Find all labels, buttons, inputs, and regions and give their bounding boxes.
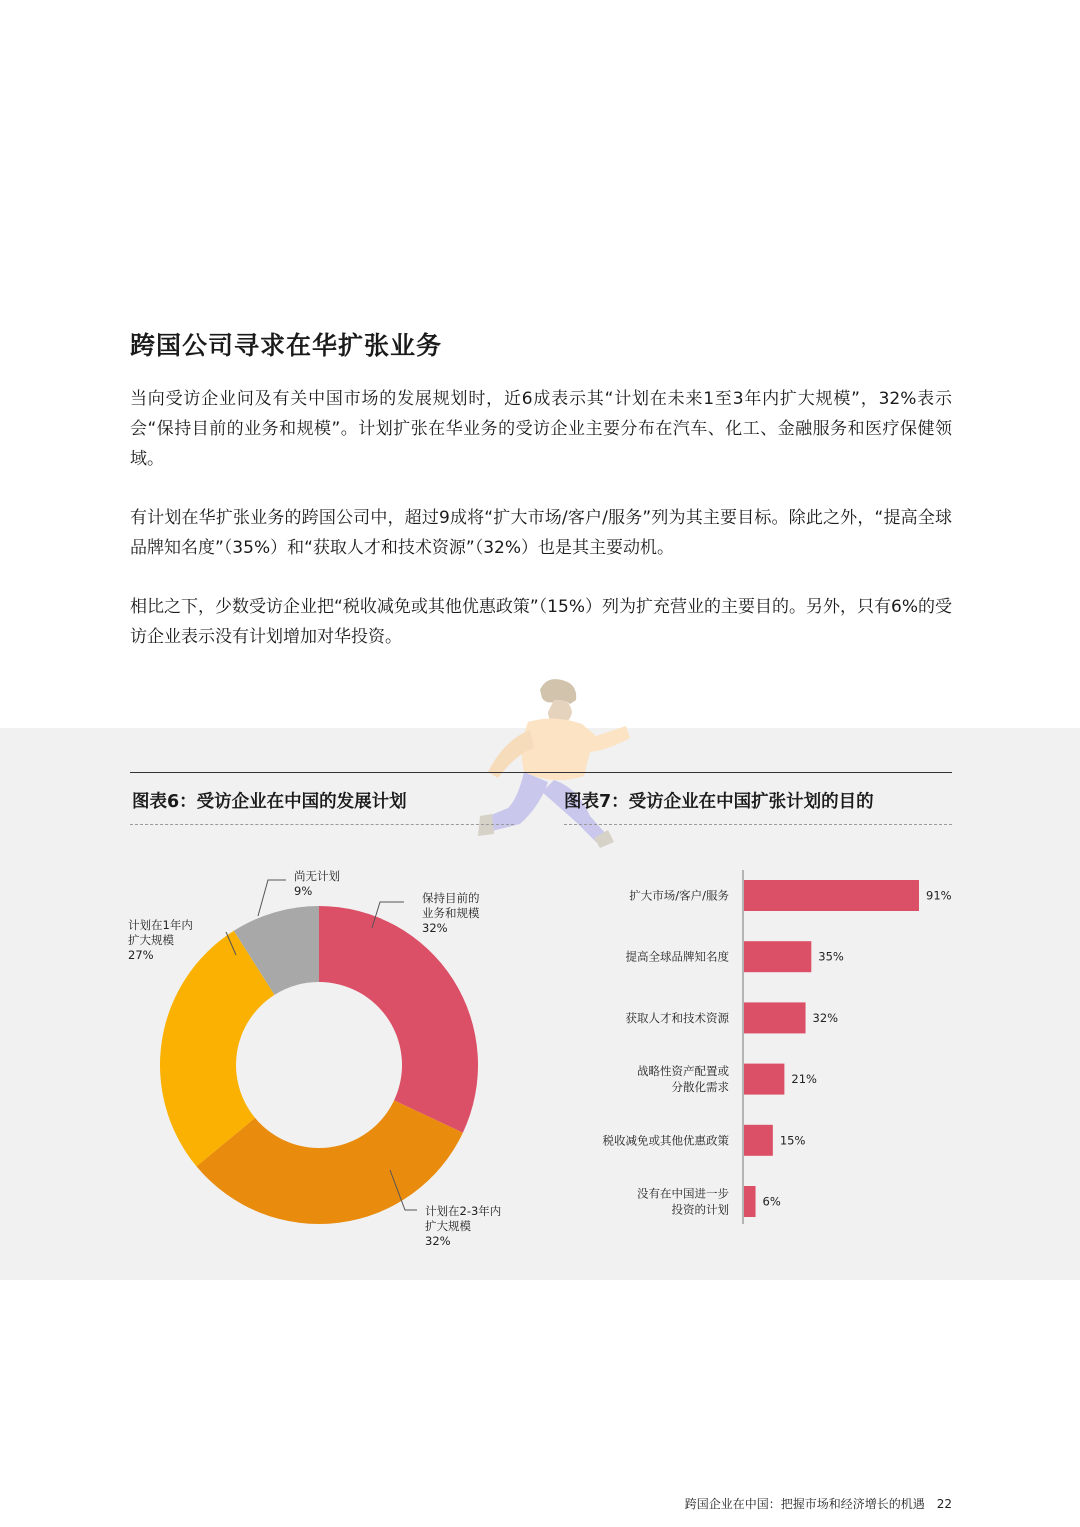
bar-value-label: 15% xyxy=(779,1133,806,1148)
section-title: 跨国公司寻求在华扩张业务 xyxy=(130,331,443,360)
donut-slice-label: 计划在2-3年内 xyxy=(425,1204,502,1218)
donut-slice-value: 32% xyxy=(425,1234,451,1248)
donut-slice-label: 扩大规模 xyxy=(128,933,174,947)
running-person-illustration xyxy=(458,668,638,858)
chart-section-top-rule xyxy=(130,772,952,773)
donut-slice-label: 业务和规模 xyxy=(422,906,480,920)
footer-title: 跨国企业在中国：把握市场和经济增长的机遇 xyxy=(684,1497,925,1511)
bar-value-label: 6% xyxy=(762,1194,781,1209)
bar-category-label: 战略性资产配置或 xyxy=(637,1064,729,1079)
chart7-title-dashed-rule xyxy=(564,824,952,825)
chart7-title: 图表7：受访企业在中国扩张计划的目的 xyxy=(564,792,874,812)
bar xyxy=(744,1125,773,1156)
donut-chart xyxy=(100,860,540,1260)
body-paragraph-1: 当向受访企业问及有关中国市场的发展规划时，近6成表示其“计划在未来1至3年内扩大规模”，32%表示会“保持目前的业务和规模”。计划扩张在华业务的受访企业主要分布在汽车、化工、金融服务和医疗保健领域。 xyxy=(130,389,952,469)
body-paragraph-2: 有计划在华扩张业务的跨国公司中，超过9成将“扩大市场/客户/服务”列为其主要目标。除此之外，“提高全球品牌知名度”（35%）和“获取人才和技术资源”（32%）也是其主要动机。 xyxy=(130,508,952,558)
donut-slice-label: 扩大规模 xyxy=(425,1219,471,1233)
chart6-title: 图表6：受访企业在中国的发展计划 xyxy=(132,792,407,812)
body-paragraph-3: 相比之下，少数受访企业把“税收减免或其他优惠政策”（15%）列为扩充营业的主要目的。另外，只有6%的受访企业表示没有计划增加对华投资。 xyxy=(130,597,952,647)
bar-category-label: 分散化需求 xyxy=(671,1080,729,1095)
bar-category-label: 投资的计划 xyxy=(671,1202,729,1217)
bar xyxy=(744,941,811,972)
donut-slice-label: 尚无计划 xyxy=(294,869,340,883)
donut-slice-label: 保持目前的 xyxy=(422,891,480,905)
bar-category-label: 提高全球品牌知名度 xyxy=(625,949,729,964)
donut-slice-value: 27% xyxy=(128,948,154,962)
chart6-title-dashed-rule xyxy=(130,824,514,825)
bar-category-label: 扩大市场/客户/服务 xyxy=(629,888,729,903)
bar-value-label: 91% xyxy=(926,888,952,903)
bar-category-label: 没有在中国进一步 xyxy=(637,1186,729,1201)
bar-chart xyxy=(560,858,980,1238)
page-number: 22 xyxy=(936,1497,952,1511)
bar xyxy=(744,880,919,911)
bar-value-label: 32% xyxy=(812,1010,839,1025)
bar xyxy=(744,1064,784,1095)
page-footer xyxy=(685,1495,952,1512)
donut-slice-value: 32% xyxy=(422,921,448,935)
donut-slice xyxy=(319,906,478,1133)
bar xyxy=(744,1186,756,1217)
bar-category-label: 税收减免或其他优惠政策 xyxy=(602,1133,729,1148)
bar-value-label: 35% xyxy=(818,949,844,964)
bar-category-label: 获取人才和技术资源 xyxy=(625,1010,729,1025)
donut-slice-label: 计划在1年内 xyxy=(128,918,193,932)
bar-value-label: 21% xyxy=(791,1072,817,1087)
bar xyxy=(744,1002,806,1033)
donut-slice-value: 9% xyxy=(294,884,313,898)
